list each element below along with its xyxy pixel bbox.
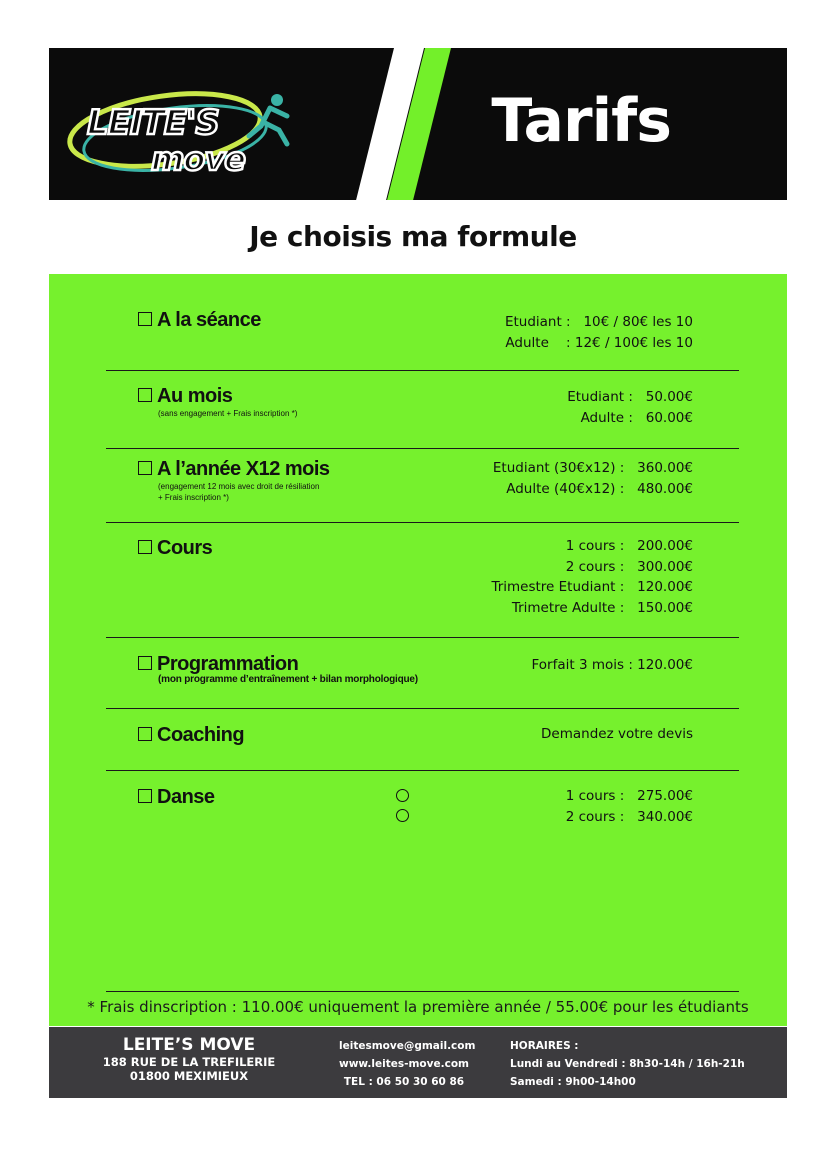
checkbox-icon[interactable] (138, 789, 152, 803)
leites-move-logo (65, 78, 315, 183)
formula-programmation[interactable]: Programmation (138, 653, 298, 676)
page-title: Tarifs (491, 86, 671, 156)
formula-danse[interactable]: Danse (138, 786, 215, 809)
pricing-panel (49, 274, 787, 1026)
footnote: * Frais dinscription : 110.00€ uniquement la première année / 55.00€ pour les étudiants (87, 998, 749, 1016)
formula-prices: 1 cours : 200.00€ 2 cours : 300.00€ Trimestre Etudiant : 120.00€ Trimetre Adulte : 150.00€ (491, 538, 693, 616)
checkbox-icon[interactable] (138, 727, 152, 741)
formula-prices: Etudiant : 50.00€ Adulte : 60.00€ (567, 389, 693, 426)
divider (106, 991, 739, 992)
email-link[interactable]: leitesmove@gmail.com (339, 1040, 476, 1052)
formula-coaching[interactable]: Coaching (138, 724, 244, 747)
divider (106, 770, 739, 771)
formula-prices: Demandez votre devis (541, 726, 693, 742)
formula-note: (engagement 12 mois avec droit de résiliation + Frais inscription *) (158, 482, 320, 502)
header-banner (49, 48, 787, 200)
footer-brand: LEITE’S MOVE 188 RUE DE LA TREFILERIE 01800 MEXIMIEUX (102, 1035, 276, 1083)
radio-icon[interactable] (396, 789, 409, 802)
footer-contact (339, 1037, 476, 1091)
svg-text:move: move (151, 140, 245, 178)
checkbox-icon[interactable] (138, 312, 152, 326)
checkbox-icon[interactable] (138, 540, 152, 554)
subtitle: Je choisis ma formule (249, 220, 577, 253)
formula-note: (sans engagement + Frais inscription *) (158, 409, 298, 418)
formula-a-l-annee[interactable]: A l’année X12 mois (138, 458, 330, 481)
formula-au-mois[interactable]: Au mois (138, 385, 232, 408)
divider (106, 522, 739, 523)
radio-icon[interactable] (396, 809, 409, 822)
checkbox-icon[interactable] (138, 656, 152, 670)
divider (106, 448, 739, 449)
checkbox-icon[interactable] (138, 388, 152, 402)
divider (106, 708, 739, 709)
phone-number[interactable]: TEL : 06 50 30 60 86 (343, 1076, 465, 1088)
footer (49, 1027, 787, 1098)
divider (106, 370, 739, 371)
checkbox-icon[interactable] (138, 461, 152, 475)
formula-note: (mon programme d’entraînement + bilan morphologique) (158, 674, 418, 685)
footer-hours: HORAIRES : Lundi au Vendredi : 8h30-14h / 16h-21h Samedi : 9h00-14h00 (510, 1040, 745, 1088)
formula-a-la-seance[interactable]: A la séance (138, 309, 261, 332)
formula-cours[interactable]: Cours (138, 537, 212, 560)
svg-text:LEITE'S: LEITE'S (87, 103, 219, 143)
divider (106, 637, 739, 638)
formula-prices: Etudiant : 10€ / 80€ les 10 Adulte : 12€ / 100€ les 10 (504, 314, 693, 351)
website-link[interactable]: www.leites-move.com (339, 1058, 469, 1070)
formula-prices: Forfait 3 mois : 120.00€ (531, 657, 693, 673)
formula-prices: 1 cours : 275.00€ 2 cours : 340.00€ (565, 788, 693, 825)
formula-prices: Etudiant (30€x12) : 360.00€ Adulte (40€x12) : 480.00€ (492, 460, 693, 497)
